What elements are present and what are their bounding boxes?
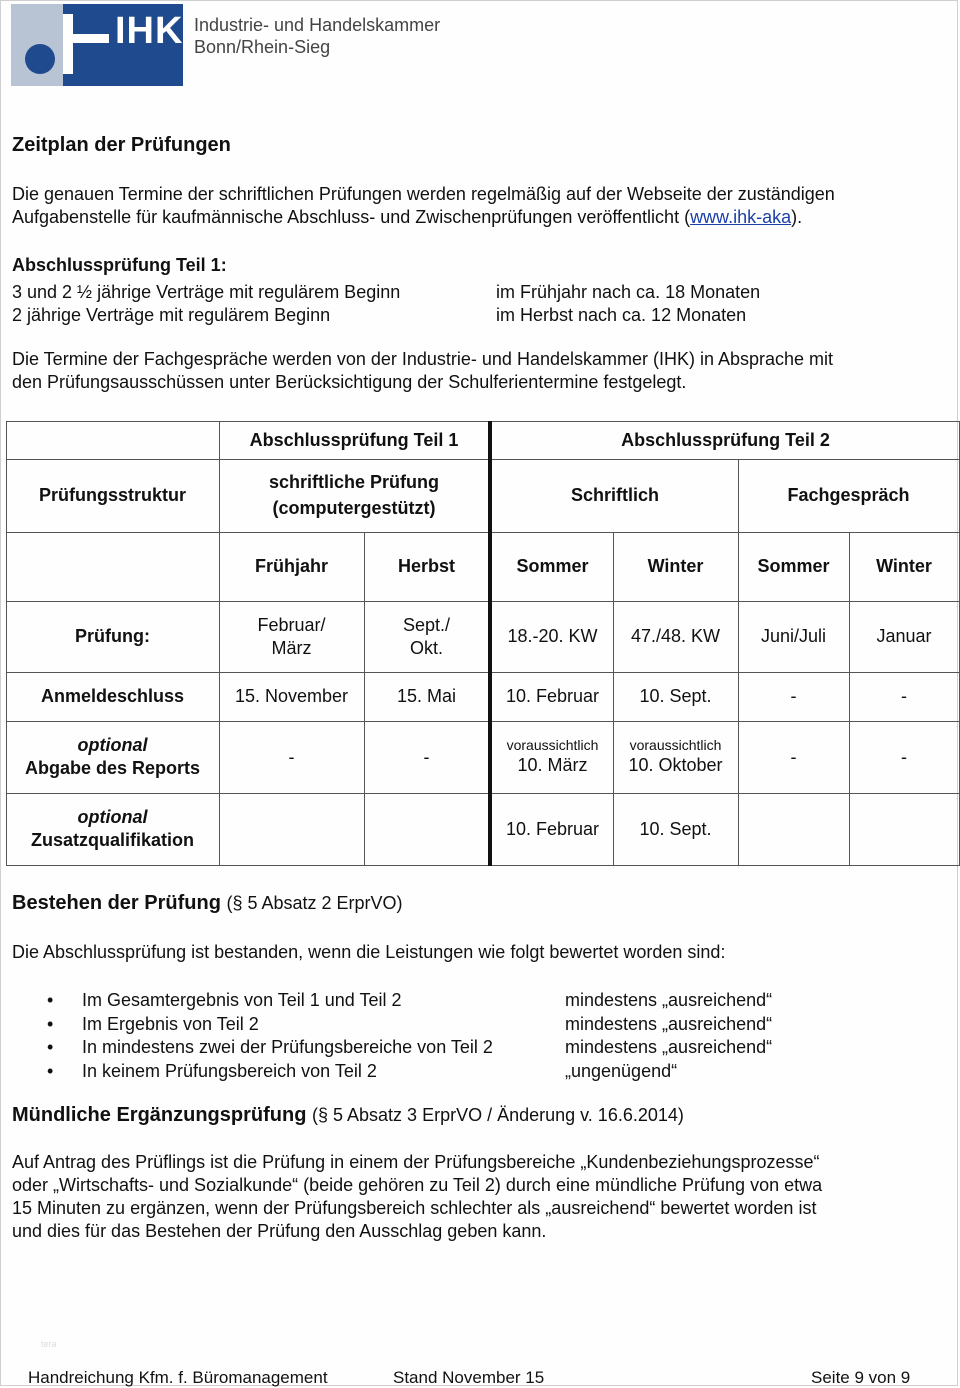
pruefung-cell: 18.-20. KW [507,626,598,646]
bestehen-intro: Die Abschlussprüfung ist bestanden, wenn die Leistungen wie folgt bewertet worden sind: [12,942,726,962]
bestehen-item-left: Im Gesamtergebnis von Teil 1 und Teil 2 [82,990,402,1010]
pruefung-cell: Januar [876,626,932,646]
ihk-logo [11,4,183,86]
report-cell: - [423,746,430,767]
anmelde-cell: 15. November [234,686,349,706]
season-cell: Winter [876,556,932,576]
teil1-heading: Abschlussprüfung Teil 1: [12,255,227,275]
season-cell: Sommer [757,556,830,576]
label-zusatzqualifikation: optional Zusatzqualifikation [30,807,194,850]
label-pruefung: Prüfung: [75,626,150,646]
header-teil1: Abschlussprüfung Teil 1 [249,429,459,450]
bestehen-item-right: mindestens „ausreichend“ [565,1037,773,1057]
bestehen-item-right: mindestens „ausreichend“ [565,990,773,1010]
muendlich-paragraph: Auf Antrag des Prüflings ist die Prüfung in einem der Prüfungsbereiche „Kundenbeziehungsprozesse“ oder „Wirtschafts- und Sozialkunde“ (beide gehören zu Teil 2) durch eine mündliche Prüfung von etwa 15 Minuten zu ergänzen, wenn der Prüfungsbereich schlechter als „ausreichend“ bewertet worden ist und dies für das Bestehen der Prüfung den Ausschlag geben kann. [12,1152,823,1241]
bestehen-item-left: Im Ergebnis von Teil 2 [82,1014,259,1034]
logo-dot-shape [25,44,55,74]
zusatz-cell: 10. Februar [505,818,600,839]
teil1-row-2-left: 2 jährige Verträge mit regulärem Beginn [12,305,331,325]
report-cell: voraussichtlich 10. Oktober [628,737,723,775]
pruefung-cell: Juni/Juli [760,626,827,646]
anmelde-cell: - [901,686,907,706]
season-cell: Herbst [397,556,455,576]
aka-website-link[interactable]: www.ihk-aka [690,207,792,227]
zusatz-cell: 10. Sept. [639,818,712,839]
season-cell: Winter [647,556,704,576]
logo-text: IHK [115,10,184,52]
bullet-icon: • [47,1037,54,1057]
bestehen-item-left: In keinem Prüfungsbereich von Teil 2 [82,1061,377,1081]
intro-line-2: Aufgabenstelle für kaufmännische Abschluss- und Zwischenprüfungen veröffentlicht (www.ihk-aka). [12,207,803,227]
faint-mark: tera [41,1339,57,1349]
anmelde-cell: 10. Sept. [639,686,712,706]
cell-schriftliche-pruefung: schriftliche Prüfung (computergestützt) [268,472,439,518]
season-cell: Frühjahr [254,556,328,576]
pruefung-cell: 47./48. KW [630,626,721,646]
report-cell: - [790,746,797,767]
note-line-2: den Prüfungsausschüssen unter Berücksichtigung der Schulferientermine festgelegt. [12,372,687,392]
intro-paragraph [12,183,835,229]
pruefung-cell: Februar/ März [257,614,326,658]
section-title-bestehen: Bestehen der Prüfung (§ 5 Absatz 2 ErprVO) [12,892,403,914]
org-line-2: Bonn/Rhein-Sieg [194,37,331,57]
organization-name [194,14,440,58]
label-anmeldeschluss: Anmeldeschluss [40,686,185,706]
report-cell: - [901,746,907,767]
footer-date: Stand November 15 [393,1368,545,1387]
bullet-icon: • [47,1014,54,1034]
cell-fachgespraech: Fachgespräch [787,485,910,505]
teil1-row-1-right: im Frühjahr nach ca. 18 Monaten [496,282,761,302]
org-line-1: Industrie- und Handelskammer [194,15,441,35]
teil1-row-2-right: im Herbst nach ca. 12 Monaten [496,305,747,325]
teil1-row-1-left: 3 und 2 ½ jährige Verträge mit regulärem Beginn [12,282,401,302]
label-abgabe-report: optional Abgabe des Reports [24,735,201,778]
header-teil2: Abschlussprüfung Teil 2 [621,429,830,450]
fachgespraech-note [12,348,833,394]
section-title-muendlich: Mündliche Ergänzungsprüfung (§ 5 Absatz 3 ErprVO / Änderung v. 16.6.2014) [12,1104,684,1126]
cell-schriftlich: Schriftlich [570,485,659,505]
bestehen-item-left: In mindestens zwei der Prüfungsbereiche von Teil 2 [82,1037,493,1057]
bullet-icon: • [47,990,54,1010]
intro-line-1: Die genauen Termine der schriftlichen Prüfungen werden regelmäßig auf der Webseite der zuständigen [12,184,835,204]
section-title-zeitplan: Zeitplan der Prüfungen [12,134,231,156]
bullet-icon: • [47,1061,54,1081]
bestehen-item-right: mindestens „ausreichend“ [565,1014,773,1034]
bestehen-item-right: „ungenügend“ [565,1061,678,1081]
anmelde-cell: 15. Mai [396,686,457,706]
label-pruefungsstruktur: Prüfungsstruktur [38,485,186,505]
exam-schedule-table [6,421,960,866]
report-cell: voraussichtlich 10. März [506,737,599,775]
anmelde-cell: - [790,686,797,706]
report-cell: - [288,746,295,767]
pruefung-cell: Sept./ Okt. [402,614,451,658]
season-cell: Sommer [516,556,589,576]
footer-page-number: Seite 9 von 9 [811,1368,911,1387]
footer-title: Handreichung Kfm. f. Büromanagement [28,1368,328,1387]
anmelde-cell: 10. Februar [505,686,600,706]
note-line-1: Die Termine der Fachgespräche werden von der Industrie- und Handelskammer (IHK) in Absprache mit [12,349,834,369]
